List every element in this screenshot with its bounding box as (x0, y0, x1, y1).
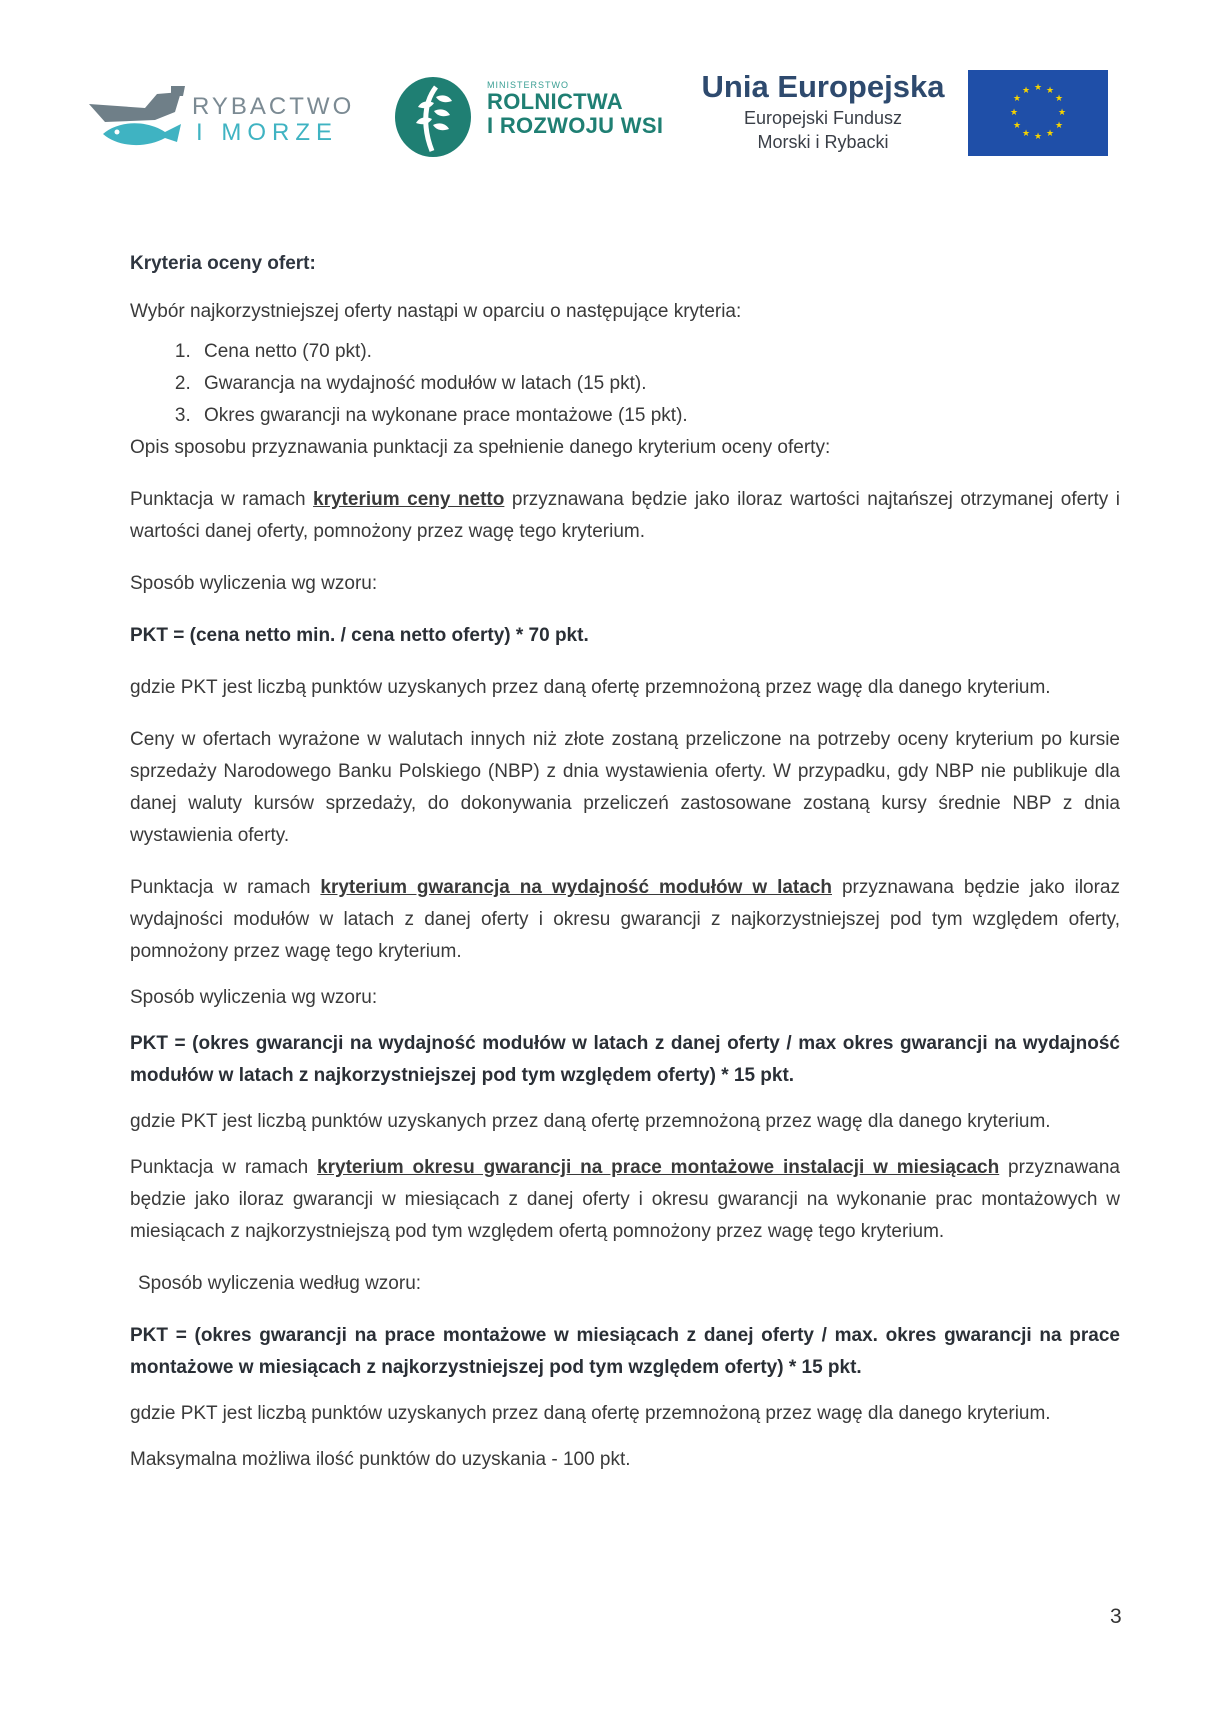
section1-pre: Punktacja w ramach (130, 489, 314, 510)
ministry-small-label: MINISTERSTWO (487, 80, 569, 90)
section3-formula: PKT = (okres gwarancji na prace montażowe w miesiącach z danej oferty / max. okres gwarancji na prace montażowe w miesiącach z najkorzystniejszej pod tym względem oferty) * 15 pkt. (130, 1325, 1120, 1378)
header-logos (0, 0, 1205, 170)
section3-criterion-link: kryterium okresu gwarancji na prace montażowe instalacji w miesiącach (317, 1157, 1000, 1178)
ministry-line2: I ROZWOJU WSI (487, 113, 664, 138)
svg-text:★: ★ (1033, 83, 1043, 93)
section1-where: gdzie PKT jest liczbą punktów uzyskanych przez daną ofertę przemnożoną przez wagę dla danego kryterium. (130, 677, 1051, 698)
eu-title: Unia Europejska (701, 69, 945, 104)
page-number: 3 (1110, 1605, 1122, 1628)
svg-text:★: ★ (1033, 132, 1043, 142)
eu-fund-line1: Europejski Fundusz (743, 108, 903, 128)
svg-text:★: ★ (1054, 121, 1064, 131)
eu-fund-line2: Morski i Rybacki (757, 132, 889, 152)
document-body (130, 248, 1120, 1476)
section3-method: Sposób wyliczenia według wzoru: (138, 1273, 422, 1294)
section2-method: Sposób wyliczenia wg wzoru: (130, 987, 378, 1008)
svg-text:★: ★ (1012, 121, 1022, 131)
ministry-emblem-icon (392, 75, 474, 159)
criteria-list (130, 336, 1120, 432)
section2-formula: PKT = (okres gwarancji na wydajność modułów w latach z danej oferty / max okres gwarancji na wydajność modułów w latach z najkorzystniejszej pod tym względem oferty) * 15 pkt. (130, 1033, 1120, 1086)
list-item: 1. Cena netto (70 pkt). (196, 336, 1120, 368)
svg-text:★: ★ (1012, 94, 1022, 104)
section2-where: gdzie PKT jest liczbą punktów uzyskanych przez daną ofertę przemnożoną przez wagę dla danego kryterium. (130, 1111, 1051, 1132)
rybactwo-line2: I MORZE (196, 119, 338, 146)
ministry-logo-text (487, 80, 663, 138)
section1-criterion-link: kryterium ceny netto (313, 489, 505, 510)
criteria-heading: Kryteria oceny ofert: (130, 253, 316, 274)
section2-pre: Punktacja w ramach (130, 877, 321, 898)
svg-text:★: ★ (1021, 86, 1031, 96)
section1-paragraph (130, 484, 1120, 548)
max-points: Maksymalna możliwa ilość punktów do uzyskania - 100 pkt. (130, 1449, 631, 1470)
svg-text:★: ★ (1045, 129, 1055, 139)
rybactwo-logo-text (192, 94, 354, 146)
section1-method: Sposób wyliczenia wg wzoru: (130, 573, 378, 594)
section3-pre: Punktacja w ramach (130, 1157, 318, 1178)
section3-paragraph (130, 1152, 1120, 1248)
list-item: 3. Okres gwarancji na wykonane prace montażowe (15 pkt). (196, 400, 1120, 432)
section2-post: przyznawana będzie jako iloraz wydajności modułów w latach z danej oferty i okresu gwarancji z najkorzystniejszej pod tym względem oferty, pomnożony przez wagę tego kryterium. (130, 877, 1120, 962)
description-intro: Opis sposobu przyznawania punktacji za spełnienie danego kryterium oceny oferty: (130, 437, 831, 458)
section1-formula: PKT = (cena netto min. / cena netto oferty) * 70 pkt. (130, 625, 589, 646)
rybactwo-fish-icon (85, 82, 195, 152)
section3-post: przyznawana będzie jako iloraz gwarancji w miesiącach z danej oferty i okresu gwarancji na wykonanie prac montażowych w miesiącach z najkorzystniejszą pod tym względem ofertą pomnożony przez wagę tego kryterium. (130, 1157, 1120, 1242)
eu-logo-text (688, 68, 958, 154)
svg-text:★: ★ (1045, 86, 1055, 96)
eu-flag-icon (968, 70, 1108, 156)
section3-where: gdzie PKT jest liczbą punktów uzyskanych przez daną ofertę przemnożoną przez wagę dla danego kryterium. (130, 1403, 1051, 1424)
section2-paragraph (130, 872, 1120, 968)
ministry-line1: ROLNICTWA (487, 89, 623, 114)
list-item: 2. Gwarancja na wydajność modułów w latach (15 pkt). (196, 368, 1120, 400)
svg-text:★: ★ (1009, 108, 1019, 118)
section2-criterion-link: kryterium gwarancja na wydajność modułów w latach (320, 877, 832, 898)
svg-text:★: ★ (1054, 94, 1064, 104)
svg-text:★: ★ (1057, 108, 1067, 118)
section1-currency-note: Ceny w ofertach wyrażone w walutach innych niż złote zostaną przeliczone na potrzeby oceny kryterium po kursie sprzedaży Narodowego Banku Polskiego (NBP) z dnia wystawienia oferty. W przypadku, gdy NBP nie publikuje dla danej waluty kursów sprzedaży, do dokonywania przeliczeń zastosowane zostaną kursy średnie NBP z dnia wystawienia oferty. (130, 729, 1120, 846)
criteria-intro: Wybór najkorzystniejszej oferty nastąpi w oparciu o następujące kryteria: (130, 301, 742, 322)
svg-text:★: ★ (1021, 129, 1031, 139)
rybactwo-line1: RYBACTWO (192, 93, 355, 120)
section1-post: przyznawana będzie jako iloraz wartości najtańszej otrzymanej oferty i wartości danej oferty, pomnożony przez wagę tego kryterium. (130, 489, 1120, 542)
